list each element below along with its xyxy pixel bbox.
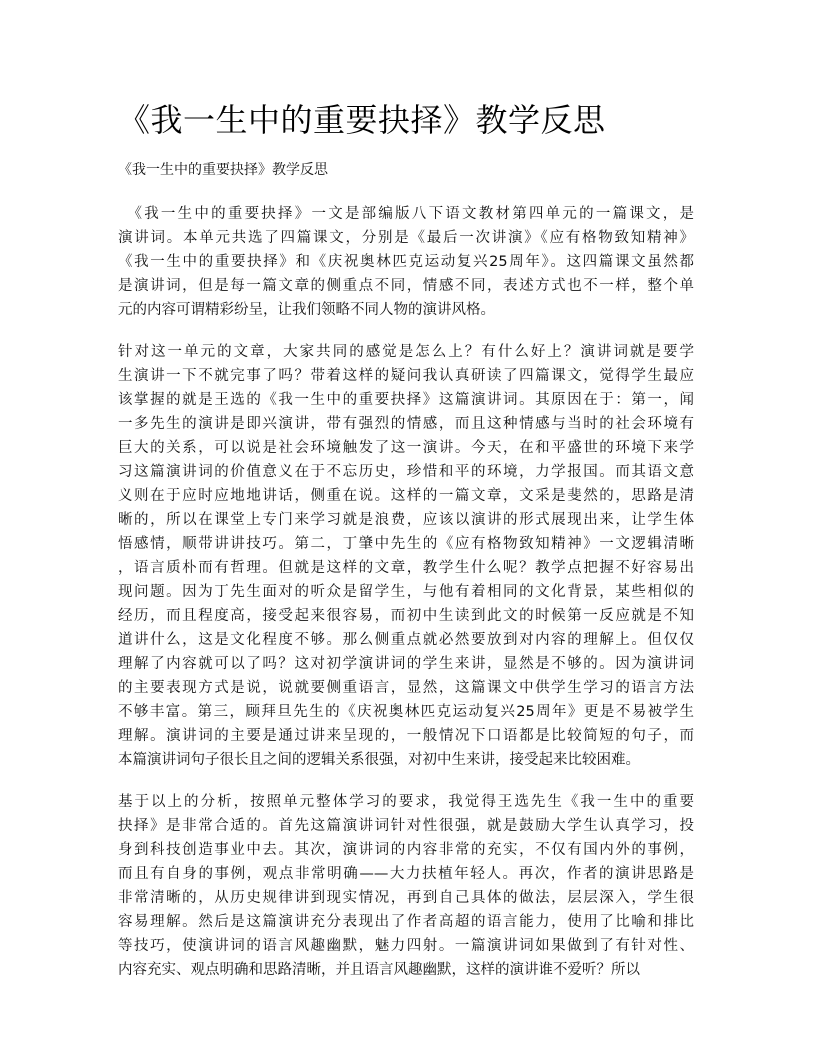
paragraph-line: 而且有自身的事例，观点非常明确——大力扶植年轻人。再次，作者的演讲思路是 [118, 866, 694, 882]
paragraph-line: 习这篇演讲词的价值意义在于不忘历史，珍惜和平的环境，力学报国。而其语文意 [118, 464, 694, 480]
paragraph-line: 身到科技创造事业中去。其次，演讲词的内容非常的充实，不仅有国内外的事例， [118, 842, 694, 858]
paragraph-line: 生演讲一下不就完事了吗？带着这样的疑问我认真研读了四篇课文，觉得学生最应 [118, 368, 694, 384]
document-title: 《我一生中的重要抉择》教学反思 [118, 101, 606, 139]
paragraph-line: 内容充实、观点明确和思路清晰，并且语言风趣幽默，这样的演讲谁不爱听？所以 [118, 962, 640, 978]
paragraph-line: 元的内容可谓精彩纷呈，让我们领略不同人物的演讲风格。 [118, 302, 495, 318]
paragraph [118, 202, 694, 322]
document-subtitle: 《我一生中的重要抉择》教学反思 [118, 162, 328, 178]
paragraph-line: 理解了内容就可以了吗？这对初学演讲词的学生来讲，显然是不够的。因为演讲词 [118, 656, 694, 672]
paragraph [118, 790, 694, 982]
paragraph-line: 理解。演讲词的主要是通过讲来呈现的，一般情况下口语都是比较简短的句子，而 [118, 728, 694, 744]
paragraph-line: 的主要表现方式是说，说就要侧重语言，显然，这篇课文中供学生学习的语言方法 [118, 680, 694, 696]
paragraph-line: 是演讲词，但是每一篇文章的侧重点不同，情感不同，表述方式也不一样，整个单 [118, 278, 694, 294]
paragraph-line: 经历，而且程度高，接受起来很容易，而初中生读到此文的时候第一反应就是不知 [118, 608, 694, 624]
paragraph-line: 现问题。因为丁先生面对的听众是留学生，与他有着相同的文化背景，某些相似的 [118, 584, 694, 600]
paragraph-line: 针对这一单元的文章，大家共同的感觉是怎么上？有什么好上？演讲词就是要学 [118, 344, 694, 360]
paragraph-line: ，语言质朴而有哲理。但就是这样的文章，教学生什么呢？教学点把握不好容易出 [118, 560, 694, 576]
paragraph-line: 基于以上的分析，按照单元整体学习的要求，我觉得王选先生《我一生中的重要 [118, 794, 694, 810]
paragraph-line: 抉择》是非常合适的。首先这篇演讲词针对性很强，就是鼓励大学生认真学习，投 [118, 818, 694, 834]
paragraph-line: 一多先生的演讲是即兴演讲，带有强烈的情感，而且这种情感与当时的社会环境有 [118, 416, 694, 432]
paragraph-line: 该掌握的就是王选的《我一生中的重要抉择》这篇演讲词。其原因在于：第一，闻 [118, 392, 694, 408]
paragraph-line: 义则在于应时应地地讲话，侧重在说。这样的一篇文章，文采是斐然的，思路是清 [118, 488, 694, 504]
paragraph [118, 340, 694, 772]
paragraph-line: 道讲什么，这是文化程度不够。那么侧重点就必然要放到对内容的理解上。但仅仅 [118, 632, 694, 648]
paragraph-line: 悟感情，顺带讲讲技巧。第二，丁肇中先生的《应有格物致知精神》一文逻辑清晰 [118, 536, 694, 552]
paragraph-line: 晰的，所以在课堂上专门来学习就是浪费，应该以演讲的形式展现出来，让学生体 [118, 512, 694, 528]
paragraph-line: 巨大的关系，可以说是社会环境触发了这一演讲。今天，在和平盛世的环境下来学 [118, 440, 694, 456]
paragraph-line: 不够丰富。第三，顾拜旦先生的《庆祝奥林匹克运动复兴25周年》更是不易被学生 [118, 704, 694, 720]
paragraph-line: 等技巧，使演讲词的语言风趣幽默，魅力四射。一篇演讲词如果做到了有针对性、 [118, 938, 694, 954]
paragraph-line: 《我一生中的重要抉择》一文是部编版八下语文教材第四单元的一篇课文，是 [118, 206, 694, 222]
paragraph-line: 《我一生中的重要抉择》和《庆祝奥林匹克运动复兴25周年》。这四篇课文虽然都 [118, 254, 694, 270]
paragraph-line: 容易理解。然后是这篇演讲充分表现出了作者高超的语言能力，使用了比喻和排比 [118, 914, 694, 930]
document-body [118, 202, 694, 1000]
paragraph-line: 演讲词。本单元共选了四篇课文，分别是《最后一次讲演》《应有格物致知精神》 [118, 230, 694, 246]
paragraph-line: 非常清晰的，从历史规律讲到现实情况，再到自己具体的做法，层层深入，学生很 [118, 890, 694, 906]
paragraph-line: 本篇演讲词句子很长且之间的逻辑关系很强，对初中生来讲，接受起来比较困难。 [118, 752, 640, 768]
